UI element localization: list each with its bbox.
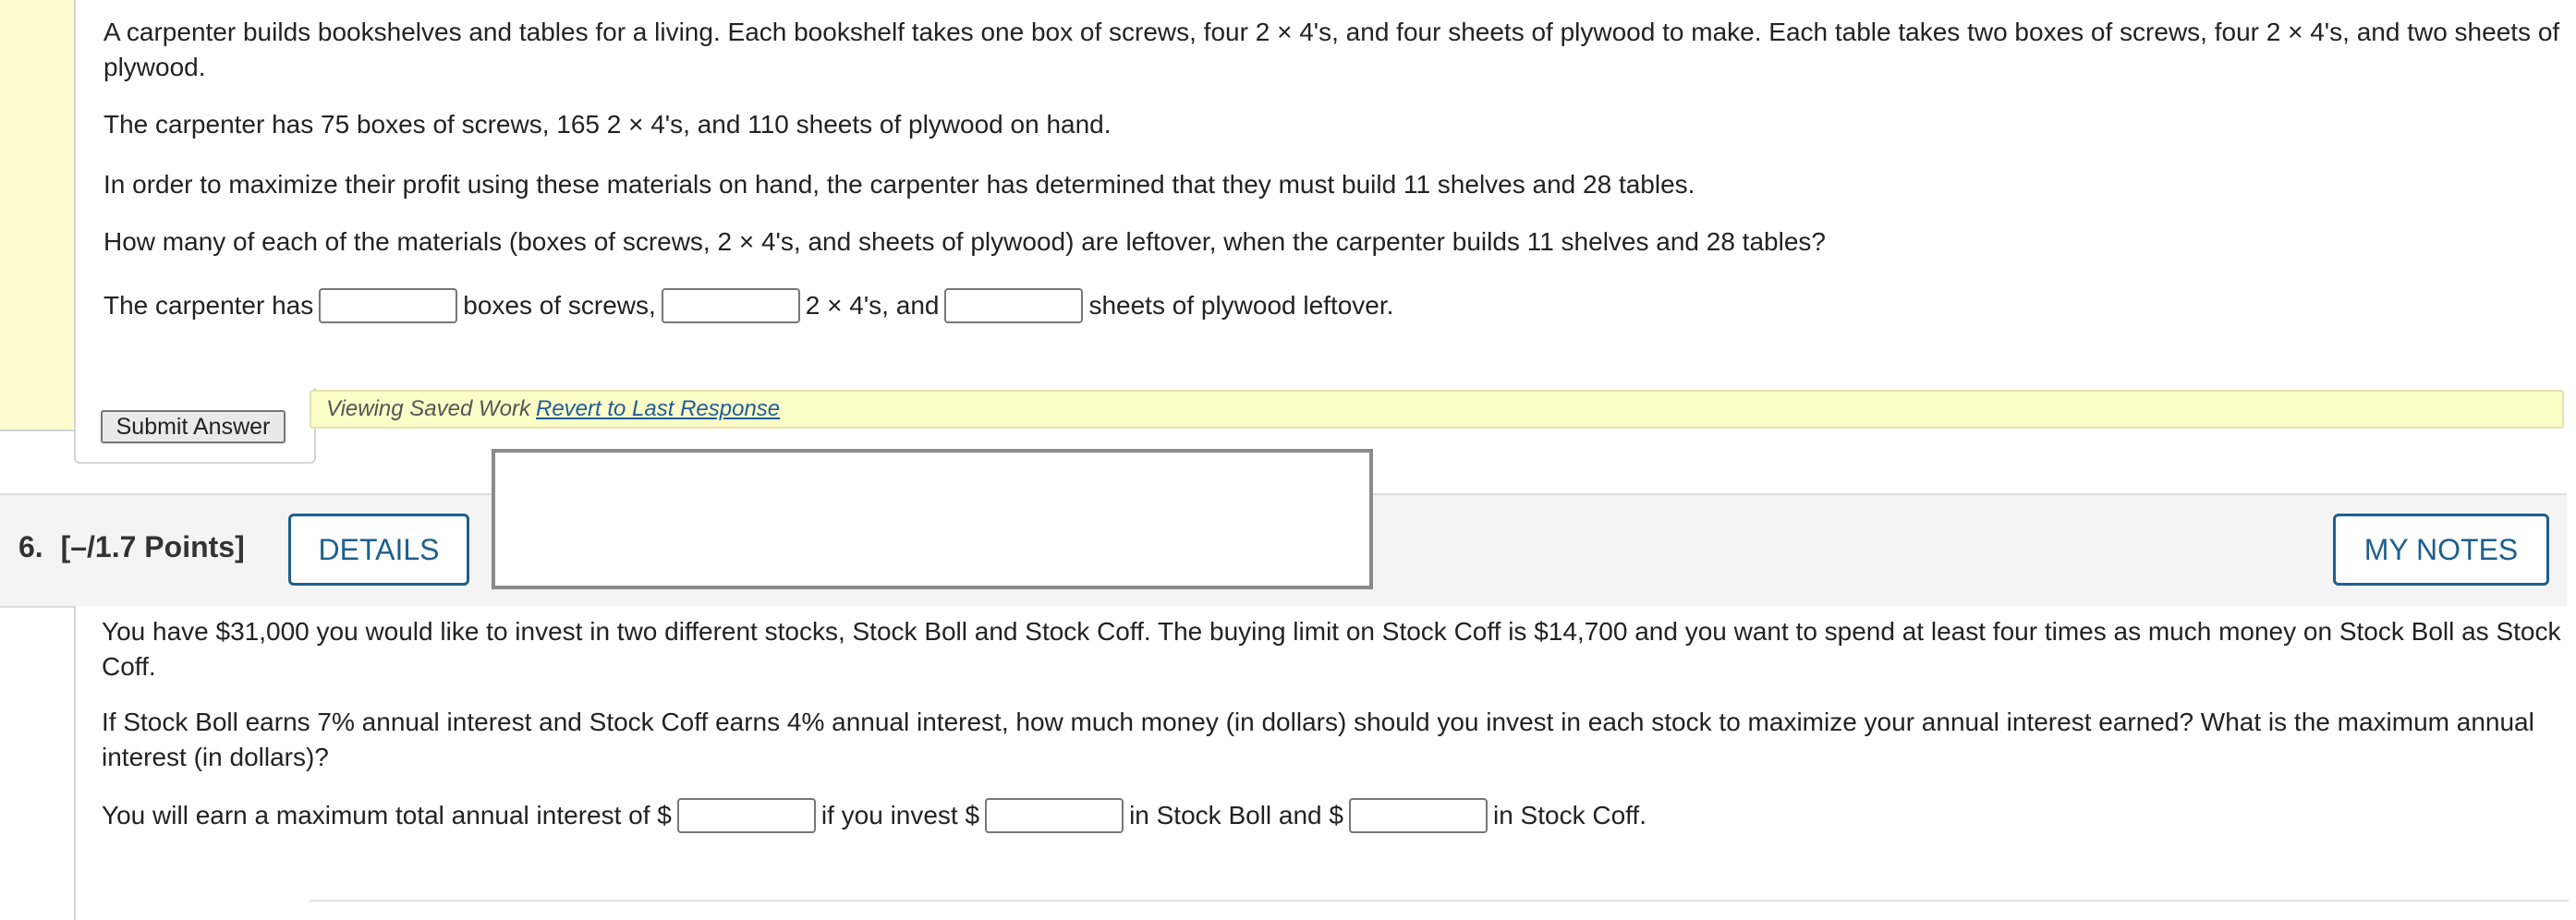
stock-boll-amount-input[interactable] [985,798,1124,833]
question-number-label: 6. [18,530,43,563]
stock-coff-amount-input[interactable] [1349,798,1488,833]
question-text-p1: You have $31,000 you would like to invest in two different stocks, Stock Boll and Stock Coff. The buying limit on Stock Coff is $14,700 and you want to spend at least four times as much money on Stock Boll as Stock Coff. [102,617,2561,681]
question-number [18,530,245,564]
answer-suffix: sheets of plywood leftover. [1088,291,1394,320]
answer-line [102,798,2564,833]
details-button[interactable]: DETAILS [288,514,469,586]
points-label: [–/1.7 Points] [60,530,245,563]
answer-prefix: The carpenter has [103,291,314,320]
saved-work-text: Viewing Saved Work [326,396,530,421]
question-left-band [0,0,74,430]
question-text-p3: In order to maximize their profit using these materials on hand, the carpenter has determined that they must build 11 shelves and 28 tables. [103,170,1695,199]
question-5-body [74,0,2576,388]
my-notes-button[interactable]: MY NOTES [2333,514,2549,586]
max-interest-input[interactable] [677,798,816,833]
answer-mid2: 2 × 4's, and [805,291,940,320]
answer-mid1: boxes of screws, [463,291,656,320]
saved-work-bar [310,390,2564,429]
answer-mid1: if you invest $ [820,801,980,829]
answer-mid2: in Stock Boll and $ [1129,801,1343,829]
blank-overlay-box [492,449,1373,589]
question-text-p2: If Stock Boll earns 7% annual interest and Stock Coff earns 4% annual interest, how much money (in dollars) should you invest in each stock to maximize your annual interest earned? What is the maximum annual interest (in dollars)? [102,708,2534,771]
answer-prefix: You will earn a maximum total annual interest of $ [102,801,672,829]
question-6-body [74,606,2576,920]
answer-line [103,288,2561,323]
submit-answer-button[interactable]: Submit Answer [101,410,286,443]
divider [0,430,74,431]
question-text-p4: How many of each of the materials (boxes of screws, 2 × 4's, and sheets of plywood) are leftover, when the carpenter builds 11 shelves and 28 tables? [103,227,1826,256]
revert-link[interactable]: Revert to Last Response [536,396,781,421]
two-by-fours-leftover-input[interactable] [662,288,800,323]
answer-suffix: in Stock Coff. [1492,801,1646,829]
screws-leftover-input[interactable] [319,288,457,323]
question-text-p2: The carpenter has 75 boxes of screws, 165 2 × 4's, and 110 sheets of plywood on hand. [103,110,1112,139]
plywood-leftover-input[interactable] [944,288,1083,323]
divider [310,900,2569,902]
question-text-p1: A carpenter builds bookshelves and tables for a living. Each bookshelf takes one box of screws, four 2 × 4's, and four sheets of plywood to make. Each table takes two boxes of screws, four 2 × 4's, and two sheets of plywood. [103,18,2560,81]
